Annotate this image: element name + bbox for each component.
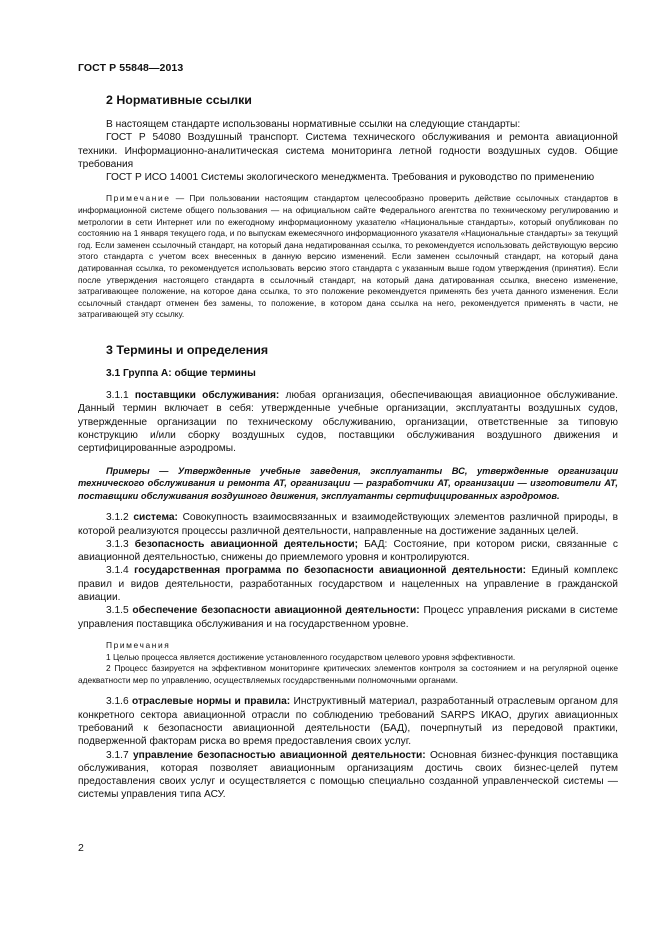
- term-3-1-4: [78, 564, 618, 604]
- term-3-1-6: [78, 695, 618, 748]
- term-name: поставщики обслуживания:: [134, 390, 280, 402]
- term-definition: Процесс управления рисками в системе управления поставщика обслуживания и на государственном уровне.: [78, 605, 618, 630]
- term-3-1-3: [78, 538, 618, 565]
- section-3-title: 3 Термины и определения: [106, 343, 269, 358]
- term-definition: Основная бизнес-функция поставщика обслуживания, которая позволяет авиационным организациям достичь своих бизнес-целей путем предоставления своих услуг и осуществляется с помощью специально созданной управленческой системы — системы управления типа АСУ.: [78, 749, 618, 801]
- page-number: 2: [78, 842, 84, 854]
- term-3-1-5: [78, 604, 618, 631]
- term-number: 3.1.6: [106, 696, 132, 708]
- examples-note: Примеры — Утвержденные учебные заведения, эксплуатанты ВС, утвержденные организации технического обслуживания и ремонта АТ, организации — разработчики АТ, организации — изготовители АТ, поставщики обслуживания воздушного движения, эксплуатанты сертифицированных аэродромов.: [78, 465, 618, 501]
- section-2-intro: В настоящем стандарте использованы нормативные ссылки на следующие стандарты:: [106, 119, 521, 130]
- term-name: управление безопасностью авиационной деятельности:: [133, 749, 426, 761]
- term-number: 3.1.4: [106, 565, 135, 577]
- term-3-1-7: [78, 749, 618, 802]
- term-number: 3.1.3: [106, 538, 135, 550]
- term-3-1-1: [78, 389, 618, 455]
- reference-1: ГОСТ Р 54080 Воздушный транспорт. Система технического обслуживания и ремонта авиационной техники. Информационно-аналитическая система мониторинга летной годности воздушных судов. Общие требования: [78, 132, 618, 170]
- reference-2: ГОСТ Р ИСО 14001 Системы экологического менеджмента. Требования и руководство по применению: [106, 172, 595, 184]
- page-content: [78, 93, 618, 802]
- term-name: система:: [133, 512, 178, 524]
- term-definition: Совокупность взаимосвязанных и взаимодействующих элементов различной природы, в которой реализуются процессы различной деятельности, направленные на достижение заданных целей.: [78, 512, 618, 537]
- note-1: 1 Целью процесса является достижение установленного государством целевого уровня эффективности.: [106, 651, 516, 662]
- note-label: Примечание: [106, 193, 171, 204]
- term-3-1-2: [78, 511, 618, 538]
- note-2: 2 Процесс базируется на эффективном мониторинге критических элементов контроля за состоянием и на регулярной оценке адекватности мер по управлению, осуществляемых государственными полномочными органами.: [78, 663, 618, 685]
- section-2-note: [78, 193, 618, 321]
- note-text: — При пользовании настоящим стандартом целесообразно проверить действие ссылочных стандартов в информационной системе общего пользования — на официальном сайте Федерального агентства по техническому регулированию и метрологии в сети Интернет или по ежегодному информационному указателю «Национальные стандарты», который опубликован по состоянию на 1 января текущего года, и по выпускам ежемесячного информационного указателя «Национальные стандарты» за текущий год. Если заменен ссылочный стандарт, на который дана недатированная ссылка, то рекомендуется использовать действующую версию этого стандарта с учетом всех внесенных в данную версию изменений. Если заменен ссылочный стандарт, на который дана датированная ссылка, то рекомендуется использовать версию этого стандарта с указанным выше годом утверждения (принятия). Если после утверждения настоящего стандарта в ссылочный стандарт, на который дана датированная ссылка, внесено изменение, затрагивающее положение, на которое дана ссылка, то это положение рекомендуется применять без учета данного изменения. Если ссылочный стандарт отменен без замены, то положение, в котором дана ссылка на него, рекомендуется применять в части, не затрагивающей эту ссылку.: [78, 193, 618, 320]
- term-number: 3.1.5: [106, 605, 133, 617]
- term-name: безопасность авиационной деятельности;: [134, 538, 358, 550]
- section-2-title: 2 Нормативные ссылки: [106, 93, 252, 107]
- group-a-title: 3.1 Группа А: общие термины: [106, 368, 256, 380]
- term-number: 3.1.2: [106, 512, 134, 524]
- term-name: отраслевые нормы и правила:: [132, 696, 291, 708]
- term-definition: Единый комплекс правил и видов деятельности, разработанных государством и нацеленных на управление в гражданской авиации.: [78, 565, 618, 604]
- term-number: 3.1.1: [106, 390, 135, 402]
- term-definition: любая организация, обеспечивающая авиационное обслуживание. Данный термин включает в себя: утвержденные учебные организации, эксплуатанты воздушных судов, утвержденные организации по техническому обслуживанию, организации, ответственные за типовую конструкцию и/или сборку воздушных судов, поставщики обслуживания воздушного движения и сертифицированные аэродромы.: [78, 390, 618, 455]
- document-header: ГОСТ Р 55848—2013: [78, 62, 184, 74]
- term-name: обеспечение безопасности авиационной деятельности:: [132, 605, 420, 617]
- term-number: 3.1.7: [106, 749, 133, 761]
- notes-label: Примечания: [106, 639, 171, 650]
- term-definition: Инструктивный материал, разработанный отраслевым органом для конкретного сектора авиационной отрасли по соблюдению требований SARPS ИКАО, других авиационных требований к безопасности авиационной деятельности (БАД), почерпнутый из передовой практики, подверженной факторам риска во время предоставления своих услуг.: [78, 696, 618, 748]
- term-name: государственная программа по безопасности авиационной деятельности:: [134, 565, 527, 577]
- term-definition: БАД: Состояние, при котором риски, связанные с авиационной деятельностью, снижены до приемлемого уровня и контролируются.: [78, 538, 619, 564]
